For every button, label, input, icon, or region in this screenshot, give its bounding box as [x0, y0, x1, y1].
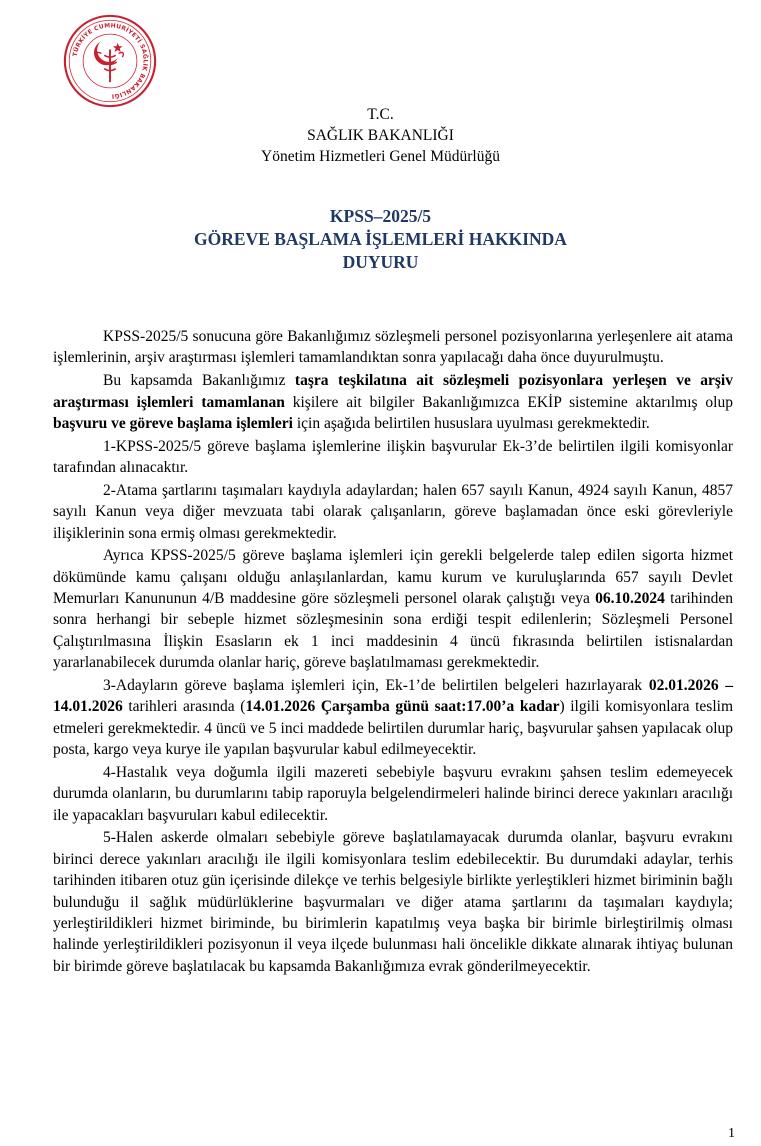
- header-ministry: SAĞLIK BAKANLIĞI: [307, 127, 454, 144]
- paragraph-item-5: 5-Halen askerde olmaları sebebiyle göreve başlatılamayacak durumda olanlar, başvuru evrakını birinci derece yakınları aracılığı ile ilgili komisyonlara teslim edebilecektir. Bu durumdaki adaylar, terhis tarihinden itibaren otuz gün içerisinde dilekçe ve terhis belgesiyle birlikte yerleştikleri hizmet biriminin bağlı bulunduğu il sağlık müdürlüklerine başvurmaları ve diğer atama şartlarını da taşımaları kaydıyla; yerleştirildikleri hizmet biriminde, bu birimlerin kapatılmış veya başka bir birimle birleştirilmiş olması halinde yerleştirildikleri pozisyonun il veya ilçede bulunması hali öncelikle dikkate alınarak ihtiyaç bulunan bir birimde göreve başlatılacak bu kapsamda Bakanlığımıza evrak gönderilmeyecektir.: [53, 829, 733, 975]
- title-subject: GÖREVE BAŞLAMA İŞLEMLERİ HAKKINDA: [194, 229, 567, 249]
- header-tc: T.C.: [367, 106, 394, 123]
- header-directorate: Yönetim Hizmetleri Genel Müdürlüğü: [261, 148, 500, 165]
- seal-text: TÜRKİYE CUMHURİYETİ SAĞLIK BAKANLIĞI: [71, 22, 149, 100]
- title-exam: KPSS–2025/5: [329, 206, 432, 226]
- paragraph-item-3: 3-Adayların göreve başlama işlemleri için, Ek-1’de belirtilen belgeleri hazırlayarak 02.01.2026 – 14.01.2026 tarihleri arasında (14.01.2026 Çarşamba günü saat:17.00’a kadar) ilgili komisyonlara teslim etmeleri gerekmektedir. 4 üncü ve 5 inci maddede belirtilen durumlar hariç, başvurular şahsen yapılacak olup posta, kargo veya kurye ile yapılan başvurular kabul edilmeyecektir.: [53, 676, 734, 759]
- title-announcement: DUYURU: [342, 252, 419, 272]
- document-body: [53, 326, 733, 979]
- letterhead: [0, 104, 761, 167]
- paragraph-insurance: Ayrıca KPSS-2025/5 göreve başlama işlemleri için gerekli belgelerde talep edilen sigorta hizmet dökümünde kamu çalışanı olduğu anlaşılanlardan, kamu kurum ve kuruluşlarında 657 sayılı Devlet Memurları Kanununun 4/B maddesine göre sözleşmeli personel olarak çalıştığı veya 06.10.2024 tarihinden sonra herhangi bir sebeple hizmet sözleşmesinin sona erdiği tespit edilenlerin; Sözleşmeli Personel Çalıştırılmasına İlişkin Esasların ek 1 inci maddesinin 4 üncü fıkrasında belirtilen istisnalardan yararlanabilecek durumda olanlar hariç, göreve başlatılmaması gerekmektedir.: [53, 547, 733, 672]
- paragraph-item-4: 4-Hastalık veya doğumla ilgili mazereti sebebiyle başvuru evrakını şahsen teslim edemeyecek durumda olanların, bu durumlarını tabip raporuyla belgelendirmeleri halinde birinci derece yakınları aracılığı ile yapacakları başvuruları kabul edilecektir.: [53, 763, 733, 824]
- document-title: [0, 205, 761, 274]
- paragraph-scope: Bu kapsamda Bakanlığımız taşra teşkilatına ait sözleşmeli pozisyonlara yerleşen ve arşiv araştırması işlemleri tamamlanan kişilere ait bilgiler Bakanlığımızca EKİP sistemine aktarılmış olup başvuru ve göreve başlama işlemleri için aşağıda belirtilen hususlara uyulması gerekmektedir.: [53, 372, 733, 432]
- paragraph-item-1: 1-KPSS-2025/5 göreve başlama işlemlerine ilişkin başvurular Ek-3’de belirtilen ilgili komisyonlar tarafından alınacaktır.: [53, 437, 733, 477]
- page-number: 1: [728, 1126, 735, 1141]
- ministry-seal-icon: [62, 13, 158, 109]
- paragraph-item-2: 2-Atama şartlarını taşımaları kaydıyla adaylardan; halen 657 sayılı Kanun, 4924 sayılı Kanun, 4857 sayılı Kanun veya diğer mevzuata tabi olarak çalışanların, göreve başlamadan önce eski görevleriyle ilişiklerinin sona ermiş olması gerekmektedir.: [53, 481, 733, 542]
- paragraph-intro: KPSS-2025/5 sonucuna göre Bakanlığımız sözleşmeli personel pozisyonlarına yerleşenlere ait atama işlemlerinin, arşiv araştırması işlemleri tamamlandıktan sonra yapılacağı daha önce duyurulmuştu.: [53, 328, 733, 367]
